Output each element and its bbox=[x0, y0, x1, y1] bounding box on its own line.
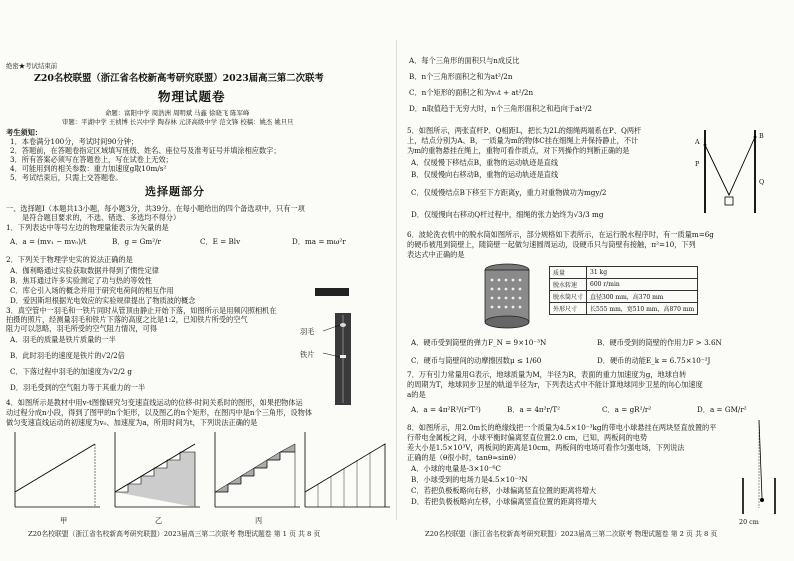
q1-option-a: A．a = (mv₁ − mv₀)/t bbox=[10, 237, 87, 246]
q8-stem-3: 差大小是1.5×10³V，两板间的距离是10cm，两板间的电场可看作匀强电场，下列说法 bbox=[407, 443, 685, 452]
q7-option-b: B．a = 4π²r/T² bbox=[507, 405, 561, 414]
q2-option-b: B．焦耳通过许多实验测定了功与热的等效性 bbox=[10, 276, 152, 285]
authors-line-2: 审题：平湖中学 王祯博 长兴中学 陶春林 元济高级中学 范文锋 校稿：姚杰 姚旦旦 bbox=[62, 118, 294, 126]
vt-figure-bing bbox=[210, 432, 305, 512]
table-row: 质量 31 kg bbox=[550, 267, 698, 279]
q7-option-c: C．a = gR²/r² bbox=[602, 405, 652, 414]
fig-label-bing: 丙 bbox=[255, 516, 263, 525]
q1-intro: 一、选择题Ⅰ（本题共13小题，每小题3分，共39分。在每小题给出的四个备选项中，只有一项 bbox=[6, 204, 305, 213]
q8-option-c: C．若把负极板略向右移，小球偏离竖直位置的距离将增大 bbox=[411, 486, 597, 495]
q8-option-a: A．小球的电量是-3×10⁻⁶C bbox=[411, 464, 501, 473]
tube-cap bbox=[315, 288, 349, 296]
q5-option-d: D．仅缓慢向右移动Q杆过程中，细绳的张力始终为√3/3 mg bbox=[411, 210, 604, 219]
q3-option-c: C．下落过程中羽毛的加速度为√2/2 g bbox=[10, 367, 132, 376]
table-row: 脱水转速 600 r/min bbox=[550, 279, 698, 291]
q8-option-d: D．若把负极板略向左移，小球偏离竖直位置的距离将增大 bbox=[411, 497, 597, 506]
q2-option-a: A．伽利略通过实验获取数据并得到了惯性定律 bbox=[10, 266, 159, 275]
note-item: 2．答题前，在答题卷指定区域填写班级、姓名、座位号及准考证号并填涂相应数字； bbox=[10, 146, 281, 155]
note-item: 5．考试结束后，只需上交答题卷。 bbox=[10, 173, 123, 182]
plate-distance-label: 20 cm bbox=[739, 518, 759, 526]
point-b-label: B bbox=[759, 132, 764, 140]
q6-option-b: B．硬币受到的筒壁的作用力F > 3.6N bbox=[597, 338, 722, 347]
q3-option-a: A．羽毛的质量是铁片质量的一半 bbox=[10, 335, 116, 344]
q3-stem-3: 阻力可以忽略，羽毛所受的空气阻力情况，可得 bbox=[6, 324, 157, 333]
vacuum-tube-figure bbox=[315, 285, 375, 405]
pendulum-plates-figure bbox=[737, 418, 777, 518]
q5-option-a: A．仅缓慢下移结点B，重物的运动轨迹是直线 bbox=[411, 158, 559, 167]
q5-stem-2: 上，结点分别为A、B，一质量为m的物体C挂在细绳上并保持静止，不计 bbox=[407, 136, 639, 145]
q6-stem-1: 6．波轮洗衣机中的脱水筒如图所示，部分规格如下表所示，在运行脱水程序时，有一质量m=6g bbox=[407, 230, 714, 239]
point-a-label: A bbox=[695, 138, 700, 146]
q5-stem-3: 为m的重物悬挂在绳上，重物可看作质点，对下列操作的判断正确的是 bbox=[407, 146, 630, 155]
section-title: 选择题部分 bbox=[145, 185, 205, 198]
q3-option-d: D．羽毛受到的空气阻力等于其重力的一半 bbox=[10, 383, 146, 392]
q1-stem: 1．下列表达中等号左边的物理量能表示为矢量的是 bbox=[6, 223, 169, 232]
q7-stem-1: 7．万有引力常量用G表示，地球质量为M，半径为R，表面的重力加速度为g，地球自转 bbox=[407, 370, 687, 379]
q4-option-d: D．n取值趋于无穷大时，n个三角形面积之和趋向于at²/2 bbox=[409, 104, 593, 113]
q4-stem-2: 动过程分成n小段，得到了图甲的n个矩形，以及图乙的n个矩形，在图丙中是n个三角形，设物体 bbox=[6, 408, 313, 417]
note-item: 3．所有答案必须写在答题卷上，写在试卷上无效； bbox=[10, 155, 173, 164]
iron-image bbox=[340, 355, 346, 358]
q1-option-b: B．g = Gm²/r bbox=[112, 237, 161, 246]
q4-stem-3: 做匀变速直线运动的初速度为v₀、加速度为a，所用时间为t，下列说法正确的是 bbox=[6, 418, 258, 427]
q7-option-d: D．a = GM/r² bbox=[697, 405, 747, 414]
spec-table bbox=[549, 266, 698, 315]
q8-option-b: B．小球受到的电场力是4.5×10⁻³N bbox=[411, 475, 528, 484]
q4-option-b: B．n个三角形面积之和为at²/2n bbox=[409, 72, 513, 81]
pole-q-label: Q bbox=[759, 178, 765, 186]
q6-stem-2: 的硬币被甩到筒壁上，随筒壁一起做匀速圆周运动，设硬币只与筒壁有接触，π²=10，下列 bbox=[407, 240, 696, 249]
q2-stem: 2．下列关于物理学史实的说法正确的是 bbox=[6, 255, 133, 264]
vt-figure-yi bbox=[110, 432, 205, 512]
secret-label: 绝密★考试结束前 bbox=[6, 62, 58, 70]
q5-option-c: C．仅缓慢结点B下移至下方距离y，重力对重物做功为mgy/2 bbox=[411, 188, 607, 197]
authors-line-1: 命题：富阳中学 周浩洲 周明斌 马鑫 徐晓飞 陈军峰 bbox=[105, 109, 250, 117]
q3-option-b: B．此时羽毛的速度是铁片的√2/2倍 bbox=[10, 351, 125, 360]
q4-option-c: C．n个矩形的面积之和为v₀t + at²/2n bbox=[409, 88, 534, 97]
notes-heading: 考生须知： bbox=[6, 128, 42, 137]
q4-option-a: A．每个三角形的面积只与n成反比 bbox=[409, 56, 520, 65]
vt-figure-extra bbox=[300, 432, 395, 512]
q3-stem-2: 拍摄的照片，经测量羽毛和铁片下落的高度之比是1:2，已知铁片所受的空气 bbox=[6, 315, 248, 324]
note-item: 1．本卷满分100分，考试时间90分钟； bbox=[10, 137, 139, 146]
spin-drum-figure bbox=[477, 262, 557, 332]
weight-icon bbox=[725, 197, 733, 205]
note-item: 4．可能用到的相关参数：重力加速度g取10m/s² bbox=[10, 164, 167, 173]
q8-stem-1: 8．如图所示，用2.0m长的绝缘线把一个质量为4.5×10⁻³kg的带电小球悬挂在两块竖直放置的平 bbox=[407, 423, 717, 432]
q7-option-a: A．a = 4π²R³/(r²T²) bbox=[411, 405, 481, 414]
q6-option-a: A．硬币受到筒壁的弹力F_N = 9×10⁻³N bbox=[411, 338, 547, 347]
fig-label-jia: 甲 bbox=[60, 516, 68, 525]
table-row: 脱水筒尺寸 直径300 mm，高370 mm bbox=[550, 291, 698, 303]
q7-stem-2: 的周期为T，地球同步卫星的轨道半径为r，下列表达式中不能计算地球同步卫星的向心加速度 bbox=[407, 380, 703, 389]
page-2 bbox=[397, 0, 794, 561]
q6-option-d: D．硬币的动能E_k = 6.75×10⁻²J bbox=[597, 356, 711, 365]
q2-option-d: D．爱因斯坦根据光电效应的实验规律提出了物质波的概念 bbox=[10, 296, 196, 305]
q1-option-c: C．E = Blv bbox=[200, 237, 241, 246]
iron-label: 铁片 bbox=[300, 350, 315, 359]
feather-label: 羽毛 bbox=[300, 327, 315, 336]
q1-option-d: D．ma = mω²r bbox=[292, 237, 346, 246]
footer-right: Z20名校联盟（浙江省名校新高考研究联盟）2023届高三第二次联考 物理试题卷 第 2 页 共 8 页 bbox=[425, 530, 718, 538]
q4-stem-1: 4．如图所示是教材中用v-t图像研究匀变速直线运动的位移-时间关系时的图形，如果把物体运 bbox=[6, 398, 303, 407]
q6-stem-3: 表达式中正确的是 bbox=[407, 250, 465, 259]
footer-left: Z20名校联盟（浙江省名校新高考研究联盟）2023届高三第二次联考 物理试题卷 第 1 页 共 8 页 bbox=[28, 530, 321, 538]
q3-stem-1: 3．真空管中一羽毛和一铁片同时从管顶由静止开始下落，如图所示是用频闪照相机在 bbox=[6, 306, 277, 315]
q2-option-c: C．库仑引入场的概念并用于研究电荷间的相互作用 bbox=[10, 286, 174, 295]
paper-title: 物理试题卷 bbox=[158, 89, 226, 104]
feather-image bbox=[340, 323, 346, 327]
q6-option-c: C．硬币与筒壁间的动摩擦因数μ ≤ 1/60 bbox=[411, 356, 542, 365]
table-row: 外形尺寸 长555 mm，宽510 mm，高870 mm bbox=[550, 303, 698, 315]
q1-intro-2: 是符合题目要求的，不选、错选、多选均不得分） bbox=[22, 213, 181, 222]
exam-title: Z20名校联盟（浙江省名校新高考研究联盟）2023届高三第二次联考 bbox=[34, 73, 324, 84]
fig-label-yi: 乙 bbox=[155, 516, 163, 525]
q5-stem-1: 5．如图所示，两张直杆P、Q相距L，把长为2L的细绳两端系在P、Q两杆 bbox=[407, 126, 642, 135]
q7-stem-3: a的是 bbox=[407, 390, 426, 399]
pole-p-label: P bbox=[695, 160, 700, 168]
q8-stem-4: 正确的是（θ很小时，tanθ≈sinθ） bbox=[407, 453, 521, 462]
q8-stem-2: 行带电金属板之间，小球平衡时偏离竖直位置2.0 cm，已知，两板间的电势 bbox=[407, 433, 648, 442]
q5-option-b: B．仅缓慢向右移动B，重物的运动轨迹是直线 bbox=[411, 170, 559, 179]
vt-figure-jia bbox=[10, 432, 105, 512]
